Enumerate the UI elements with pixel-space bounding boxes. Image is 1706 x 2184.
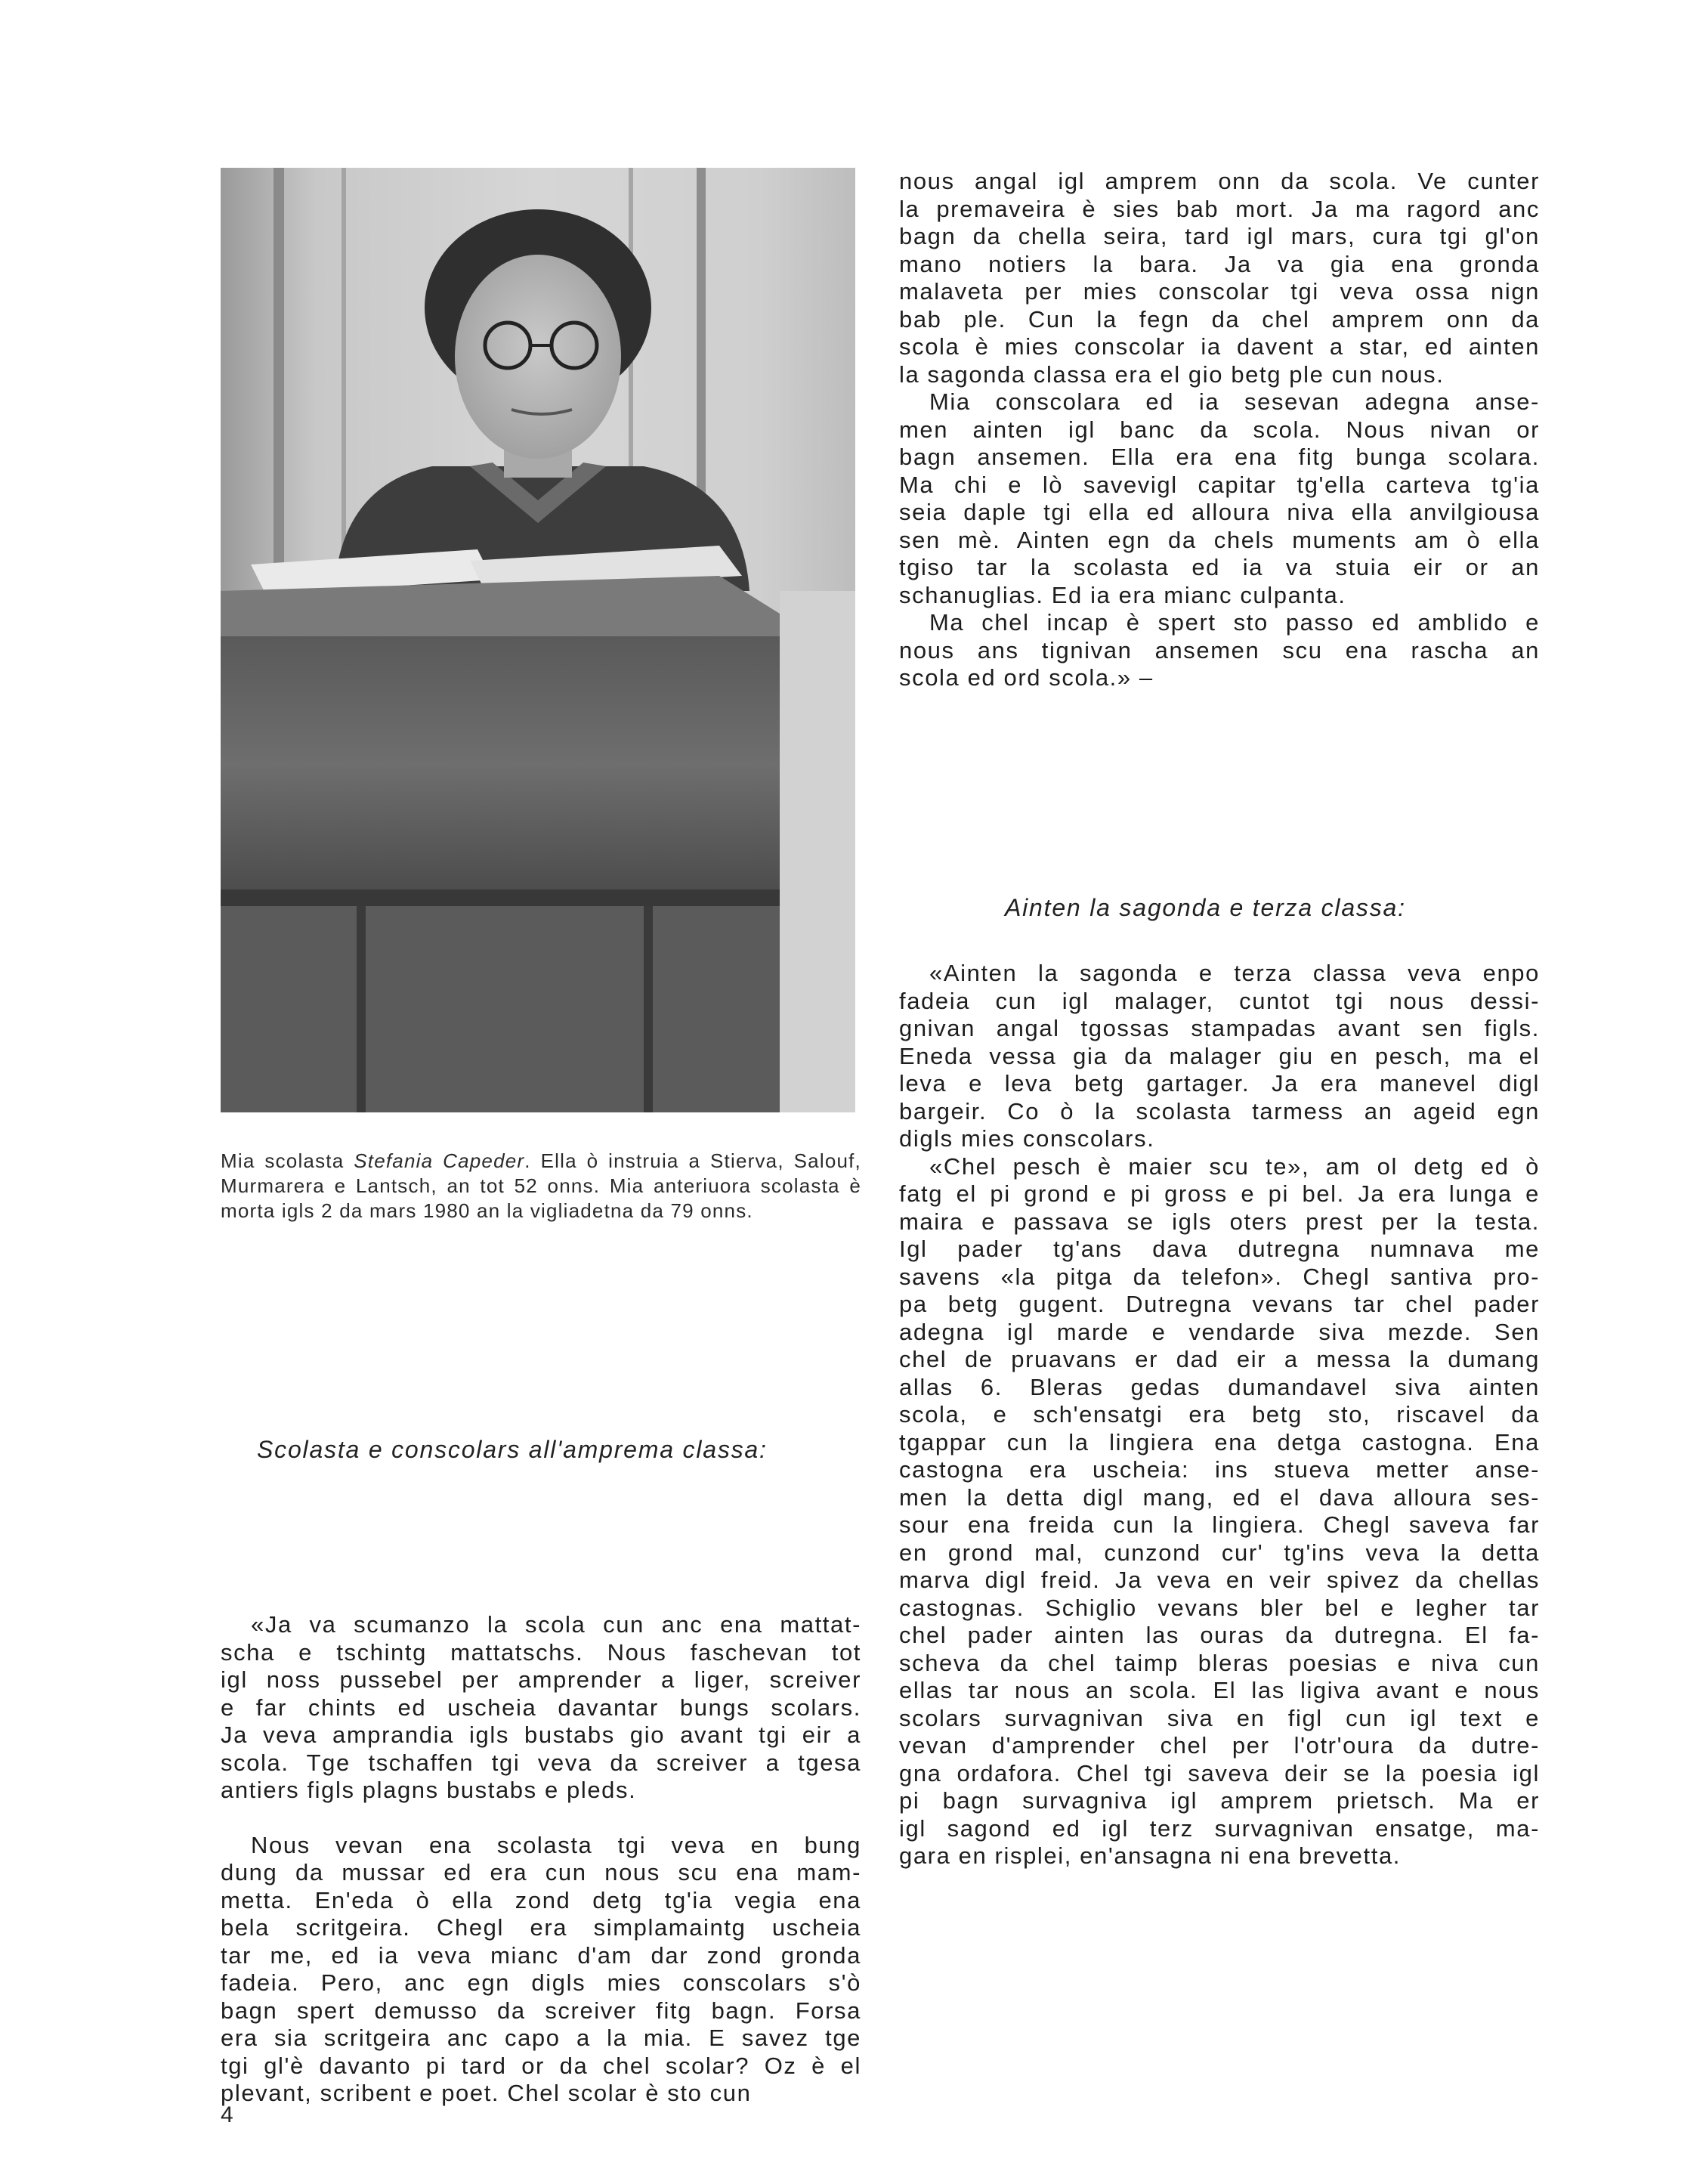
text-line: scheva da chel taimp bleras poesias e niva cun — [899, 1649, 1540, 1676]
text-line: nous ans tignivan ansemen scu ena rascha an — [899, 636, 1540, 664]
text-line: leva e leva betg gartager. Ja era manevel digl — [899, 1070, 1540, 1097]
text-line: seia daple tgi ella ed alloura niva ella anvilgiousa — [899, 499, 1540, 525]
text-line: vevan d'amprender chel per l'otr'oura da dutre- — [899, 1732, 1540, 1759]
text-line: tar me, ed ia veva mianc d'am dar zond gronda — [221, 1941, 861, 1969]
text-line: nous angal igl amprem onn da scola. Ve cunter — [899, 168, 1540, 194]
text-line: adegna igl marde e vendarde siva mezde. Sen — [899, 1318, 1540, 1345]
paragraph — [221, 1832, 861, 2108]
text-line: sour ena freida cun la lingiera. Chegl saveva far — [899, 1511, 1540, 1538]
page-number: 4 — [221, 2102, 233, 2127]
text-line: tgi gl'è davanto pi tard or da chel scolar? Oz è el — [221, 2052, 861, 2079]
text-line: bagn da chella seira, tard igl mars, cura tgi gl'on — [899, 223, 1540, 249]
text-line: bargeir. Co ò la scolasta tarmess an ageid egn — [899, 1097, 1540, 1124]
text-line: chel de pruavans er dad eir a messa la dumang — [899, 1346, 1540, 1372]
text-line: gara en risplei, en'ansagna ni ena brevetta. — [899, 1842, 1402, 1869]
teacher-portrait-photo — [221, 168, 855, 1112]
text-line: bab ple. Cun la fegn da chel amprem onn da — [899, 305, 1540, 333]
paragraph — [899, 609, 1540, 692]
text-line: maira e passava se igls oters prest per la testa. — [899, 1208, 1540, 1235]
text-line: scola. Tge tschaffen tgi veva da screiver a tgesa — [221, 1749, 861, 1776]
caption-teacher-name: Stefania Capeder — [354, 1149, 525, 1172]
text-line: bela scritgeira. Chegl era simplamaintg uscheia — [221, 1914, 861, 1941]
left-column-text — [221, 1611, 861, 2108]
text-line: men la detta digl mang, ed el dava alloura ses- — [899, 1483, 1540, 1511]
right-column-top-text — [899, 168, 1540, 692]
text-line: ellas tar nous an scola. El las ligiva avant e nous — [899, 1677, 1540, 1703]
text-line: digls mies conscolars. — [899, 1125, 1155, 1152]
text-line: scha e tschintg mattatschs. Nous faschevan tot — [221, 1638, 861, 1666]
text-line: la sagonda classa era el gio betg ple cun nous. — [899, 360, 1445, 388]
text-line: mano notiers la bara. Ja va gia ena gronda — [899, 250, 1540, 277]
text-line: allas 6. Bleras gedas dumandavel siva ainten — [899, 1373, 1540, 1400]
text-line: schanuglias. Ed ia era mianc culpanta. — [899, 581, 1346, 608]
text-line: Ma chel incap è spert sto passo ed amblido e — [929, 609, 1540, 636]
text-line: Eneda vessa gia da malager giu en pesch, ma el — [899, 1042, 1540, 1069]
text-line: Igl pader tg'ans dava dutregna numnava me — [899, 1236, 1540, 1262]
text-line: bagn spert demusso da screiver fitg bagn. Forsa — [221, 1997, 861, 2024]
text-line: era sia scritgeira anc capo a la mia. E savez tge — [221, 2025, 861, 2051]
text-line: marva digl freid. Ja veva en veir spivez da chellas — [899, 1567, 1540, 1593]
text-line: «Chel pesch è maier scu te», am ol detg ed ò — [929, 1152, 1540, 1180]
paragraph — [899, 168, 1540, 388]
text-line: pa betg gugent. Dutregna vevans tar chel pader — [899, 1291, 1540, 1317]
text-line: «Ainten la sagonda e terza classa veva enpo — [929, 960, 1540, 986]
text-line: Mia conscolara ed ia sesevan adegna anse- — [929, 388, 1540, 415]
text-line: en grond mal, cunzond cur' tg'ins veva la detta — [899, 1539, 1540, 1566]
text-line: plevant, scribent e poet. Chel scolar è sto cun — [221, 2080, 752, 2106]
text-line: e far chints ed uscheia davantar bungs scolars. — [221, 1694, 861, 1721]
paragraph — [899, 960, 1540, 1153]
text-line: bagn ansemen. Ella era ena fitg bunga scolara. — [899, 444, 1540, 470]
text-line: la premaveira è sies bab mort. Ja ma ragord anc — [899, 195, 1540, 222]
text-line: Ja veva amprandia igls bustabs gio avant tgi eir a — [221, 1722, 861, 1748]
text-line: scolars survagnivan siva en figl cun igl text e — [899, 1704, 1540, 1731]
text-line: Ma chi e lò savevigl capitar tg'ella carteva tg'ia — [899, 471, 1540, 498]
text-line: scola è mies conscolar ia davent a star, ed ainten — [899, 333, 1540, 360]
text-line: metta. En'eda ò ella zond detg tg'ia vegia ena — [221, 1886, 861, 1913]
text-line: igl noss pussebel per amprender a liger, screiver — [221, 1666, 861, 1693]
text-line: malaveta per mies conscolar tgi veva ossa nign — [899, 278, 1540, 305]
text-line: gna ordafora. Chel tgi saveva deir se la poesia igl — [899, 1759, 1540, 1786]
text-line: dung da mussar ed era cun nous scu ena mam- — [221, 1859, 861, 1885]
text-line: scola, e sch'ensatgi era betg sto, riscavel da — [899, 1401, 1540, 1428]
section-heading-second-third-class: Ainten la sagonda e terza classa: — [1005, 894, 1406, 921]
paragraph — [221, 1611, 861, 1805]
caption-text: . Ella ò instruia a Stierva, Salouf, Murmarera e Lantsch, an tot 52 onns. Mia anteriuora scolasta è morta igls 2 da mars 1980 an la vigliadetna da 79 onns. — [221, 1149, 861, 1222]
text-line: antiers figls plagns bustabs e pleds. — [221, 1777, 637, 1803]
text-line: «Ja va scumanzo la scola cun anc ena mattat- — [251, 1611, 861, 1638]
text-line: castogna era uscheia: ins stueva metter anse- — [899, 1456, 1540, 1483]
text-line: igl sagond ed igl terz survagnivan ensatge, ma- — [899, 1814, 1540, 1842]
right-column-bottom-text — [899, 960, 1540, 1870]
text-line: chel pader ainten las ouras da dutregna. El fa- — [899, 1622, 1540, 1648]
text-line: savens «la pitga da telefon». Chegl santiva pro- — [899, 1263, 1540, 1290]
photo-illustration — [221, 168, 855, 1112]
text-line: fadeia. Pero, anc egn digls mies conscolars s'ò — [221, 1969, 861, 1996]
text-line: fadeia cun igl malager, cuntot tgi nous dessi- — [899, 987, 1540, 1014]
text-line: pi bagn survagniva igl amprem prietsch. Ma er — [899, 1787, 1540, 1814]
paragraph — [899, 1153, 1540, 1870]
text-line: scola ed ord scola.» – — [899, 664, 1154, 691]
paragraph — [899, 388, 1540, 609]
text-line: sen mè. Ainten egn da chels muments am ò ella — [899, 526, 1540, 553]
text-line: tgiso tar la scolasta ed ia va stuia eir or an — [899, 554, 1540, 580]
text-line: fatg el pi grond e pi gross e pi bel. Ja era lunga e — [899, 1180, 1540, 1207]
text-line: castognas. Schiglio vevans bler bel e legher tar — [899, 1594, 1540, 1621]
text-line: tgappar cun la lingiera ena detga castogna. Ena — [899, 1428, 1540, 1455]
text-line: gnivan angal tgossas stampadas avant sen figls. — [899, 1015, 1540, 1041]
caption-prefix: Mia scolasta — [221, 1149, 354, 1172]
section-heading-first-class: Scolasta e conscolars all'amprema classa: — [257, 1436, 768, 1463]
text-line: Nous vevan ena scolasta tgi veva en bung — [251, 1831, 861, 1858]
text-line: men ainten igl banc da scola. Nous nivan or — [899, 416, 1540, 443]
photo-caption — [221, 1149, 861, 1223]
